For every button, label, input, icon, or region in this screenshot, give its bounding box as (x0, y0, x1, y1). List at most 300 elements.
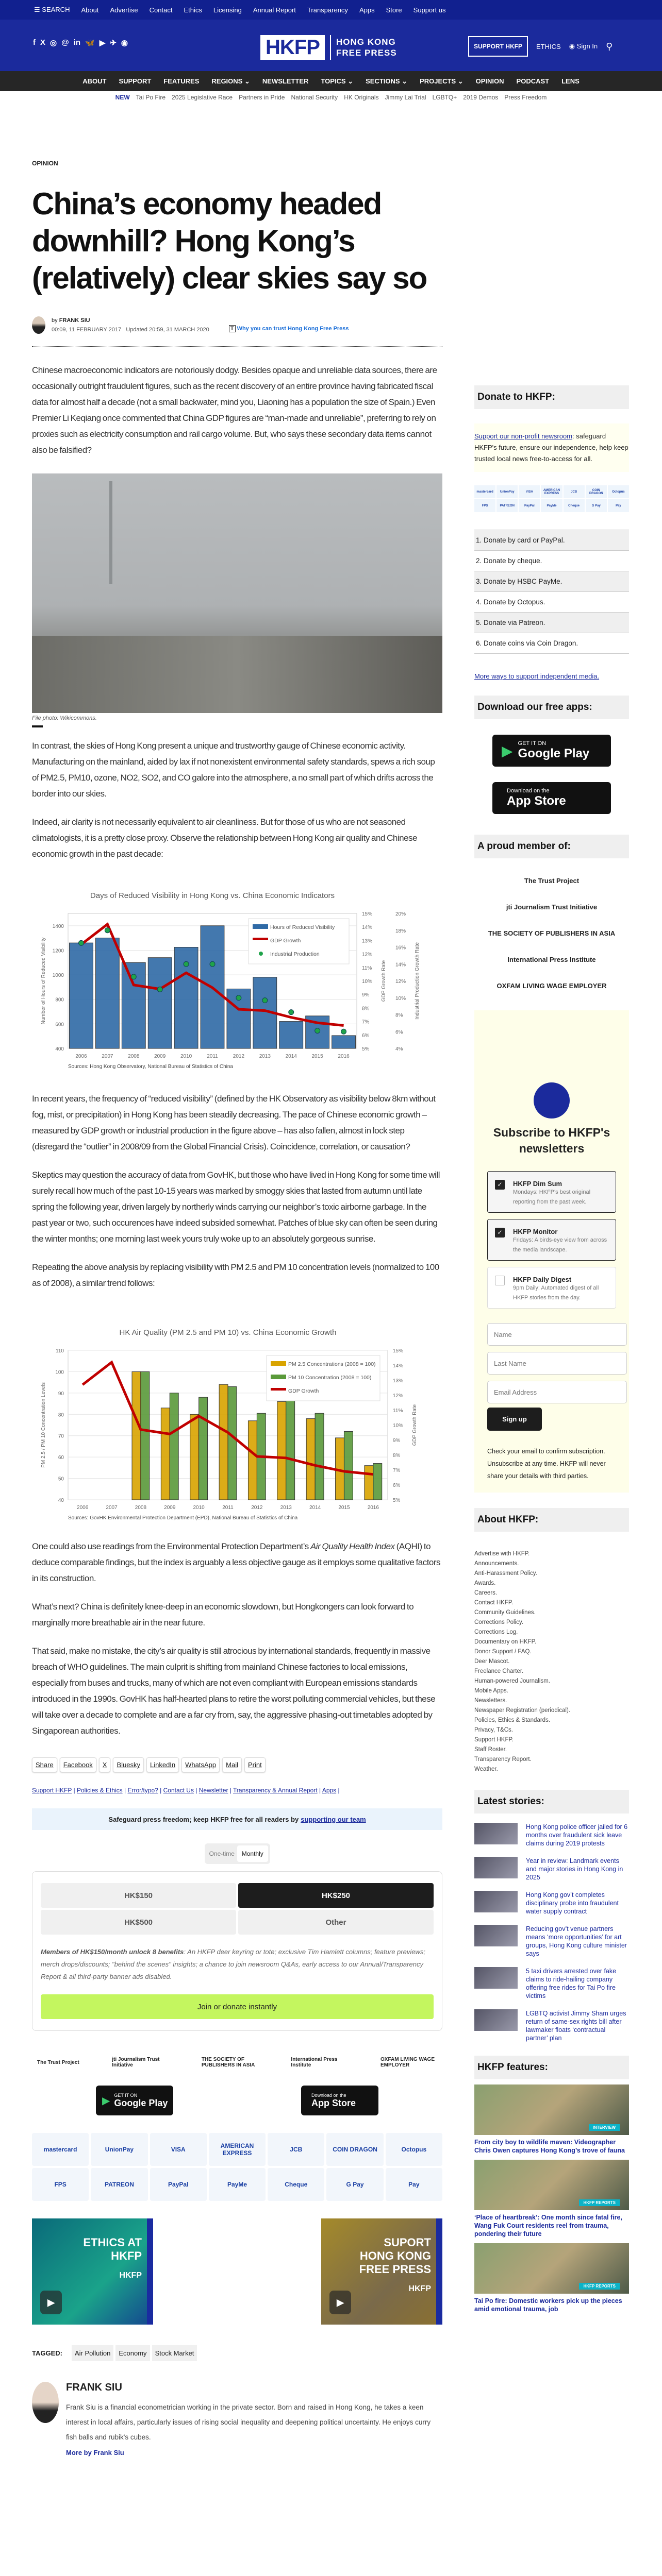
y-right-tick-label: 9% (393, 1438, 401, 1444)
y-right-tick-label: 12% (393, 1393, 404, 1399)
payment-method-logo[interactable]: AMERICAN EXPRESS (541, 485, 562, 498)
feature-label: INTERVIEW (589, 2124, 620, 2131)
bar (70, 943, 93, 1048)
y-right-tick-label: 6% (393, 1483, 401, 1488)
ethics-link[interactable]: ETHICS (536, 42, 561, 50)
paragraph: Skeptics may question the accuracy of data from GovHK, but those who have lived in Hong Kong for some time will surely recall how much of the past 10-15 years was marked by smoggy skies that lasted from autumn until late spring the following year, driven largely by northerly winds carrying our neighbor’s toxic airborne garbage. In the past year or two, such occurences have indeed subsided somewhat. Patches of blue sky can often be seen during the winter months; one morning last week yours truly woke up to an absolutely gorgeous sunrise. (32, 1170, 440, 1244)
nav-item[interactable]: OPINION (475, 77, 504, 85)
donate-heading: Donate to HKFP: (474, 385, 629, 409)
trending-link[interactable]: National Security (291, 94, 338, 101)
y-axis-label: PM 2.5 / PM 10 Concentration Levels (41, 1382, 46, 1468)
y-right-tick-label: 8% (362, 1006, 370, 1012)
payment-method-logo[interactable]: Cheque (564, 499, 585, 512)
y-right-tick-label: 8% (393, 1453, 401, 1459)
payment-method-logo[interactable]: FPS (32, 2168, 89, 2201)
play-icon[interactable]: ▶ (329, 2291, 351, 2314)
x-tick-label: 2016 (338, 1054, 350, 1059)
paragraph (32, 1538, 442, 1586)
chart-title: Days of Reduced Visibility in Hong Kong vs. China Economic Indicators (90, 891, 335, 900)
footer-link[interactable]: Support HKFP (32, 1787, 72, 1794)
payment-method-logo[interactable]: VISA (150, 2133, 207, 2166)
logo-line: HONG KONG (336, 37, 396, 47)
about-link[interactable]: Contact HKFP. (474, 1600, 514, 1606)
utility-link[interactable]: Support us (413, 6, 446, 14)
payment-method-logo[interactable]: PayMe (209, 2168, 266, 2201)
visibility-chart (32, 872, 442, 1078)
support-newsroom-link[interactable]: Support our non-profit newsroom (474, 432, 573, 440)
amount-option[interactable]: HK$500 (41, 1910, 236, 1935)
footer-link[interactable]: Apps (322, 1787, 337, 1794)
more-ways-link[interactable]: More ways to support independent media. (474, 672, 600, 680)
member-logo[interactable]: International Press Institute (507, 956, 596, 963)
donate-option[interactable]: 2. Donate by cheque. (474, 551, 629, 571)
nav-item[interactable]: SUPPORT (119, 77, 152, 85)
story-item[interactable] (474, 1891, 629, 1916)
feature-label: HKFP REPORTS (579, 2283, 620, 2290)
partner-logo[interactable]: OXFAM LIVING WAGE EMPLOYER (380, 2057, 435, 2068)
newsletter-note: Check your email to confirm subscription. Unsubscribe at any time. HKFP will never share your details with third parties. (487, 1448, 606, 1480)
article-title: China’s economy headed downhill? Hong Kong’s (relatively) clear skies say so (32, 187, 427, 295)
share-buttons (32, 1757, 442, 1772)
x-tick-label: 2011 (222, 1505, 234, 1511)
utility-link[interactable]: Transparency (307, 6, 348, 14)
payment-method-logo[interactable]: COIN DRAGON (326, 2133, 383, 2166)
about-link[interactable]: Mobile Apps. (474, 1688, 508, 1694)
author-photo (32, 2382, 59, 2423)
donate-option[interactable]: 3. Donate by HSBC PayMe. (474, 571, 629, 592)
y-right2-tick-label: 4% (395, 1046, 403, 1052)
x-tick-label: 2010 (193, 1505, 205, 1511)
trending-link[interactable]: LGBTQ+ (432, 94, 457, 101)
legend-label: PM 2.5 Concentrations (2008 = 100) (288, 1361, 376, 1367)
y-tick-label: 400 (55, 1046, 64, 1052)
trending-link[interactable]: Tai Po Fire (136, 94, 166, 101)
trending-label: NEW (115, 94, 130, 101)
donate-options (474, 530, 629, 654)
chart-title: HK Air Quality (PM 2.5 and PM 10) vs. China Economic Growth (119, 1328, 337, 1337)
paragraph: In contrast, the skies of Hong Kong present a unique and trustworthy gauge of Chinese economic activity. Manufacturing on the mainland, aided by lax if not nonexistent environmental safety standards, spews a rich soup of PM2.5, PM10, ozone, NO2, SO2, and CO galore into the atmosphere, a no small part of which drifts across the border into our skies. (32, 741, 435, 799)
about-link[interactable]: Human-powered Journalism. (474, 1678, 551, 1684)
payment-method-logo[interactable]: Cheque (268, 2168, 324, 2201)
payment-method-logo[interactable]: Octopus (608, 485, 629, 498)
story-title[interactable]: LGBTQ activist Jimmy Sham urges return of same-sex rights bill after lawmaker floats ‘contractual partner’ plan (526, 2010, 626, 2042)
checkbox[interactable] (495, 1276, 505, 1285)
footer-link[interactable]: Contact Us (163, 1787, 194, 1794)
video-brand: HKFP (408, 2284, 431, 2293)
checkbox[interactable]: ✓ (495, 1228, 505, 1238)
site-header (0, 20, 662, 71)
story-item[interactable] (474, 1925, 629, 1958)
share-button[interactable]: Bluesky (113, 1757, 144, 1772)
data-point (289, 1010, 294, 1015)
bar (148, 958, 172, 1048)
x-tick-label: 2013 (280, 1505, 292, 1511)
utility-link[interactable]: Advertise (110, 6, 138, 14)
story-title[interactable]: 5 taxi drivers arrested over fake claims to ride-hailing company offering free rides for Tai Po fire victims (526, 1968, 617, 1999)
y-right2-tick-label: 10% (395, 995, 406, 1002)
latest-heading: Latest stories: (474, 1790, 629, 1814)
more-by-author-link[interactable]: More by Frank Siu (66, 2449, 124, 2456)
app-store-badge[interactable] (301, 2086, 378, 2115)
author-name[interactable]: FRANK SIU (66, 2382, 122, 2393)
newsletter-desc: Mondays: HKFP's best original reporting from the past week. (513, 1189, 591, 1205)
about-link[interactable]: Weather. (474, 1766, 498, 1772)
features-list (474, 2084, 629, 2313)
share-button[interactable]: WhatsApp (181, 1757, 220, 1772)
amount-option-selected[interactable]: HK$250 (238, 1883, 434, 1908)
y-right-tick-label: 11% (362, 965, 372, 971)
share-button[interactable]: Share (32, 1757, 57, 1772)
about-link[interactable]: Freelance Charter. (474, 1668, 524, 1674)
y-right-tick-label: 11% (393, 1408, 403, 1414)
donate-option[interactable]: 6. Donate coins via Coin Dragon. (474, 633, 629, 654)
member-logo[interactable]: The Trust Project (524, 877, 580, 885)
google-play-badge[interactable] (96, 2086, 173, 2115)
tag[interactable]: Economy (115, 2345, 150, 2361)
about-link[interactable]: Newspaper Registration (periodical). (474, 1707, 570, 1714)
payment-method-logo[interactable]: Octopus (386, 2133, 442, 2166)
about-link[interactable]: Careers. (474, 1590, 498, 1596)
app-store-badge[interactable] (492, 782, 611, 814)
payment-method-logo[interactable]: PATREON (91, 2168, 147, 2201)
social-icon[interactable]: ◉ (121, 39, 128, 47)
story-thumbnail (474, 1891, 518, 1912)
story-title[interactable]: Year in review: Landmark events and major stories in Hong Kong in 2025 (526, 1857, 623, 1881)
member-logo[interactable]: THE SOCIETY OF PUBLISHERS IN ASIA (488, 929, 616, 937)
x-tick-label: 2014 (309, 1505, 321, 1511)
logo-mark: HKFP (260, 35, 325, 60)
story-thumbnail (474, 2009, 518, 2031)
share-button[interactable]: X (99, 1757, 111, 1772)
nav-item[interactable]: FEATURES (163, 77, 200, 85)
partner-logo[interactable]: The Trust Project (37, 2059, 79, 2065)
about-link[interactable]: Privacy, T&Cs. (474, 1727, 513, 1733)
y-right-tick-label: 10% (393, 1423, 404, 1429)
payment-method-logo[interactable]: PayMe (541, 499, 562, 512)
newsletter-option[interactable] (487, 1219, 616, 1261)
legend-label: Hours of Reduced Visibility (270, 924, 335, 930)
newsletter-icon (534, 1082, 570, 1118)
footer-link[interactable]: Policies & Ethics (76, 1787, 123, 1794)
payment-method-logo[interactable]: UnionPay (496, 485, 518, 498)
data-point (157, 987, 162, 992)
legend-label: Industrial Production (270, 951, 320, 957)
ethics-video[interactable] (32, 2218, 153, 2325)
story-title[interactable]: Hong Kong police officer jailed for 6 months over fraudulent sick leave claims during 2019 protests (526, 1823, 628, 1847)
trending-bar (0, 91, 662, 104)
about-link[interactable]: Anti-Harassment Policy. (474, 1570, 537, 1577)
trending-link[interactable]: Jimmy Lai Trial (385, 94, 426, 101)
social-icon[interactable]: @ (61, 38, 69, 47)
nav-item[interactable]: ABOUT (82, 77, 107, 85)
legend-swatch (271, 1375, 286, 1379)
feature-item[interactable] (474, 2243, 629, 2313)
chart-source: Sources: GovHK Environmental Protection Department (EPD), National Bureau of Statistics of China (68, 1515, 298, 1521)
data-point (315, 1028, 320, 1033)
sign-up-button[interactable]: Sign up (487, 1408, 542, 1431)
top-utility-bar (0, 0, 662, 20)
x-tick-label: 2011 (207, 1054, 218, 1059)
story-thumbnail (474, 1925, 518, 1946)
bar (95, 938, 119, 1048)
y-tick-label: 40 (58, 1498, 64, 1503)
feature-item[interactable] (474, 2160, 629, 2238)
badge-small-text: GET IT ON (518, 740, 547, 747)
safeguard-banner (32, 1808, 442, 1830)
bar (277, 1401, 286, 1500)
newsletter-name: HKFP Daily Digest (513, 1276, 572, 1283)
x-tick-label: 2009 (154, 1054, 166, 1059)
about-link[interactable]: Announcements. (474, 1561, 519, 1567)
trending-link[interactable]: HK Originals (344, 94, 379, 101)
google-play-badge[interactable] (492, 735, 611, 767)
author-bio: Frank Siu is a financial econometrician working in the private sector. Born and raised in Hong Kong, he takes a keen interest in local affairs, particularly issues of rising social inequality and deepening political uncertainty. He enjoys curry fish balls and rubik's cubes. (66, 2403, 431, 2441)
utility-link[interactable]: Apps (359, 6, 375, 14)
trust-link-label: Why you can trust Hong Kong Free Press (237, 326, 349, 332)
feature-title[interactable]: ‘Place of heartbreak’: One month since fatal fire, Wang Fuk Court residents reel from trauma, pondering their future (474, 2214, 622, 2238)
share-button[interactable]: Facebook (60, 1757, 96, 1772)
nav-item[interactable]: PROJECTS ⌄ (420, 77, 464, 85)
about-link[interactable]: Deer Mascot. (474, 1658, 510, 1665)
x-tick-label: 2007 (102, 1054, 113, 1059)
about-link[interactable]: Documentary on HKFP. (474, 1639, 536, 1645)
feature-title[interactable]: From city boy to wildlife maven: Videographer Chris Owen captures Hong Kong’s trove of fauna (474, 2139, 625, 2154)
checkbox[interactable]: ✓ (495, 1180, 505, 1190)
bar (141, 1371, 150, 1500)
sign-in-link[interactable] (569, 42, 598, 50)
amount-option[interactable]: HK$150 (41, 1883, 236, 1908)
about-link[interactable]: Awards. (474, 1580, 496, 1586)
about-link[interactable]: Donor Support / FAQ. (474, 1649, 532, 1655)
bar (286, 1395, 295, 1500)
bar (190, 1414, 199, 1500)
y-right-axis-label: GDP Growth Rate (412, 1404, 418, 1446)
feature-image (474, 2160, 629, 2210)
story-item[interactable] (474, 1857, 629, 1882)
payment-method-logo[interactable]: PayPal (519, 499, 540, 512)
emphasis: Air Quality Health Index (310, 1541, 395, 1551)
app-badges (32, 2086, 442, 2115)
amount-option-other[interactable]: Other (238, 1910, 434, 1935)
donation-box (32, 1871, 442, 2031)
payment-method-logo[interactable]: FPS (474, 499, 495, 512)
utility-link[interactable]: Store (386, 6, 402, 14)
tags (32, 2345, 442, 2361)
about-link[interactable]: Community Guidelines. (474, 1609, 536, 1616)
trending-link[interactable]: Partners in Pride (239, 94, 285, 101)
footer-link[interactable]: Transparency & Annual Report (233, 1787, 318, 1794)
author-link[interactable]: FRANK SIU (59, 317, 90, 324)
author-avatar (32, 316, 45, 334)
nav-item[interactable]: SECTIONS ⌄ (366, 77, 408, 85)
utility-link[interactable]: Licensing (213, 6, 242, 14)
bar (344, 1431, 353, 1500)
member-heading: A proud member of: (474, 835, 629, 858)
story-item[interactable] (474, 1823, 629, 1848)
payment-method-logo[interactable]: AMERICAN EXPRESS (209, 2133, 266, 2166)
donate-option[interactable]: 5. Donate via Patreon. (474, 613, 629, 633)
y-tick-label: 100 (55, 1369, 64, 1376)
utility-link[interactable]: Ethics (184, 6, 202, 14)
support-video[interactable] (321, 2218, 442, 2325)
y-right-tick-label: 7% (362, 1019, 370, 1025)
payment-method-logo[interactable]: PayPal (150, 2168, 207, 2201)
member-logo[interactable]: OXFAM LIVING WAGE EMPLOYER (496, 982, 607, 990)
payment-method-logo[interactable]: G Pay (326, 2168, 383, 2201)
about-link[interactable]: Advertise with HKFP. (474, 1551, 530, 1557)
newsletter-option[interactable] (487, 1171, 616, 1213)
payment-method-logo[interactable]: Pay (608, 499, 629, 512)
join-donate-button[interactable]: Join or donate instantly (41, 1994, 434, 2019)
social-icon[interactable]: ▶ (99, 39, 106, 47)
paragraph: What’s next? China is definitely knee-deep in an economic slowdown, but Hongkongers can look forward to marginally more breathable air in the near future. (32, 1602, 414, 1628)
payment-method-logo[interactable]: mastercard (32, 2133, 89, 2166)
trending-link[interactable]: 2025 Legislative Race (172, 94, 233, 101)
payment-method-logo[interactable]: Pay (386, 2168, 442, 2201)
donate-text: : safeguard HKFP's future, ensure our independence, help keep trusted local news free-to-access for all. (474, 432, 628, 463)
y-tick-label: 800 (55, 997, 64, 1003)
payment-method-logo[interactable]: COIN DRAGON (586, 485, 607, 498)
chart-source: Sources: Hong Kong Observatory, National Bureau of Statistics of China (68, 1064, 233, 1070)
safeguard-text: Safeguard press freedom; keep HKFP free for all readers by (108, 1815, 299, 1823)
footer-link[interactable]: Newsletter (198, 1787, 228, 1794)
social-icon[interactable]: f (33, 38, 36, 47)
tag[interactable]: Air Pollution (72, 2345, 113, 2361)
partner-logo[interactable]: THE SOCIETY OF PUBLISHERS IN ASIA (201, 2057, 255, 2068)
play-icon[interactable]: ▶ (40, 2291, 62, 2314)
article-footer-links: Support HKFP | Policies & Ethics | Error/typo? | Contact Us | Newsletter | Transparency & Annual Report | Apps | (32, 1787, 340, 1794)
y-tick-label: 90 (58, 1391, 64, 1397)
partner-logos (32, 2057, 442, 2068)
footer-link[interactable]: Error/typo? (127, 1787, 158, 1794)
air-quality-chart (32, 1301, 442, 1528)
support-hkfp-button[interactable]: SUPPORT HKFP (468, 36, 528, 57)
partner-logo[interactable]: International Press Institute (291, 2057, 338, 2068)
badge-text: Google Play (114, 2097, 168, 2108)
category-label[interactable]: OPINION (32, 160, 58, 167)
social-icon[interactable]: ◎ (50, 39, 57, 47)
divider (32, 346, 442, 347)
paragraph: Indeed, air clarity is not necessarily equivalent to air cleanliness. But for those of us who are not seasoned climatologists, it is a pretty close proxy. Observe the relationship between Hong Kong air quality and Chinese economic growth in the past decade: (32, 817, 418, 859)
story-item[interactable] (474, 1967, 629, 2000)
newsletter-signup (474, 1010, 629, 1493)
nav-item[interactable]: REGIONS ⌄ (211, 77, 250, 85)
member-logo[interactable]: jti Journalism Trust Initiative (506, 903, 598, 911)
trending-link[interactable]: 2019 Demos (463, 94, 499, 101)
payment-method-logo[interactable]: PATREON (496, 499, 518, 512)
benefits-text: : An HKFP deer keyring or tote; exclusive Tim Hamlett columns; feature previews; merch drops/discounts; "behind the scenes" insights; a chance to join newsroom Q&As, early access to our Annual/Transparency Report & all third-party banner ads disabled. (41, 1948, 425, 1980)
updated-date: Updated 20:59, 31 MARCH 2020 (126, 327, 209, 333)
payment-method-logo[interactable]: mastercard (474, 485, 495, 498)
hkfp-logo[interactable] (260, 35, 397, 60)
donate-option[interactable]: 4. Donate by Octopus. (474, 592, 629, 613)
badge-text: App Store (507, 794, 566, 808)
bar (315, 1413, 324, 1500)
utility-link[interactable]: About (81, 6, 99, 14)
social-icon[interactable]: ✈ (110, 39, 117, 47)
feature-title[interactable]: Tai Po fire: Domestic workers pick up the pieces amid emotional trauma, job (474, 2297, 622, 2313)
feature-item[interactable] (474, 2084, 629, 2155)
trust-project-icon: T (229, 325, 236, 332)
google-play-icon: ▶ (102, 2095, 110, 2107)
email-input[interactable] (487, 1381, 627, 1403)
story-title[interactable]: Hong Kong gov’t completes disciplinary probe into fraudulent water supply contract (526, 1891, 619, 1915)
badge-text: Google Play (518, 747, 590, 760)
share-button[interactable]: LinkedIn (146, 1757, 179, 1772)
legend-swatch (259, 952, 263, 956)
y-right-tick-label: 13% (362, 938, 373, 944)
one-time-tab[interactable]: One-time (209, 1850, 235, 1857)
share-button[interactable]: Mail (222, 1757, 242, 1772)
nav-item[interactable]: TOPICS ⌄ (321, 77, 354, 85)
monthly-tab[interactable]: Monthly (237, 1845, 268, 1862)
story-item[interactable] (474, 2009, 629, 2042)
share-button[interactable]: Print (244, 1757, 266, 1772)
data-point (262, 998, 268, 1003)
name-input[interactable] (487, 1323, 627, 1346)
newsletter-option[interactable] (487, 1267, 616, 1309)
y-tick-label: 1000 (52, 973, 64, 979)
payment-method-logo[interactable]: JCB (564, 485, 585, 498)
by-label: by (52, 317, 58, 324)
search-menu-button[interactable]: ☰ SEARCH (34, 6, 70, 13)
about-link[interactable]: Transparency Report. (474, 1756, 532, 1762)
nav-item[interactable]: PODCAST (516, 77, 550, 85)
about-link[interactable]: Corrections Policy. (474, 1619, 524, 1625)
payment-method-logo[interactable]: G Pay (586, 499, 607, 512)
trust-link[interactable] (229, 326, 349, 332)
nav-item[interactable]: LENS (561, 77, 580, 85)
bar (228, 1386, 237, 1500)
utility-link[interactable]: Annual Report (253, 6, 296, 14)
payment-method-logo[interactable]: VISA (519, 485, 540, 498)
about-link[interactable]: Staff Roster. (474, 1747, 507, 1753)
last-name-input[interactable] (487, 1352, 627, 1375)
utility-link[interactable]: Contact (149, 6, 173, 14)
video-brand: HKFP (119, 2271, 142, 2280)
payment-method-logo[interactable]: UnionPay (91, 2133, 147, 2166)
video-title: SUPORT HONG KONG FREE PRESS (359, 2236, 431, 2276)
about-link[interactable]: Policies, Ethics & Standards. (474, 1717, 551, 1723)
payment-method-logo[interactable]: JCB (268, 2133, 324, 2166)
search-label: SEARCH (42, 6, 70, 13)
social-icon[interactable]: X (40, 38, 46, 47)
bar (332, 1036, 356, 1048)
x-tick-label: 2013 (259, 1054, 271, 1059)
social-icon[interactable]: 🦋 (85, 39, 95, 47)
y-right2-tick-label: 8% (395, 1012, 403, 1019)
data-point (105, 928, 110, 933)
about-link[interactable]: Corrections Log. (474, 1629, 518, 1635)
data-point (341, 1029, 346, 1034)
about-link[interactable]: Support HKFP. (474, 1737, 514, 1743)
donate-option[interactable]: 1. Donate by card or PayPal. (474, 530, 629, 551)
legend-swatch (271, 1361, 286, 1366)
published-date: 00:09, 11 FEBRUARY 2017 (52, 327, 122, 333)
about-link[interactable]: Newsletters. (474, 1698, 507, 1704)
nav-item[interactable]: NEWSLETTER (262, 77, 309, 85)
search-icon[interactable]: ⚲ (606, 41, 613, 52)
tag[interactable]: Stock Market (152, 2345, 197, 2361)
badge-small-text: Download on the (507, 788, 550, 794)
bar (161, 1408, 170, 1500)
partner-logo[interactable]: jti Journalism Trust Initiative (112, 2057, 160, 2068)
bar (219, 1384, 228, 1500)
social-icon[interactable]: in (73, 38, 81, 47)
trending-link[interactable]: Press Freedom (504, 94, 547, 101)
supporting-team-link[interactable]: supporting our team (301, 1815, 366, 1823)
story-title[interactable]: Reducing gov’t venue partners means ‘more opportunities’ for art groups, Hong Kong culture minister says (526, 1925, 627, 1957)
